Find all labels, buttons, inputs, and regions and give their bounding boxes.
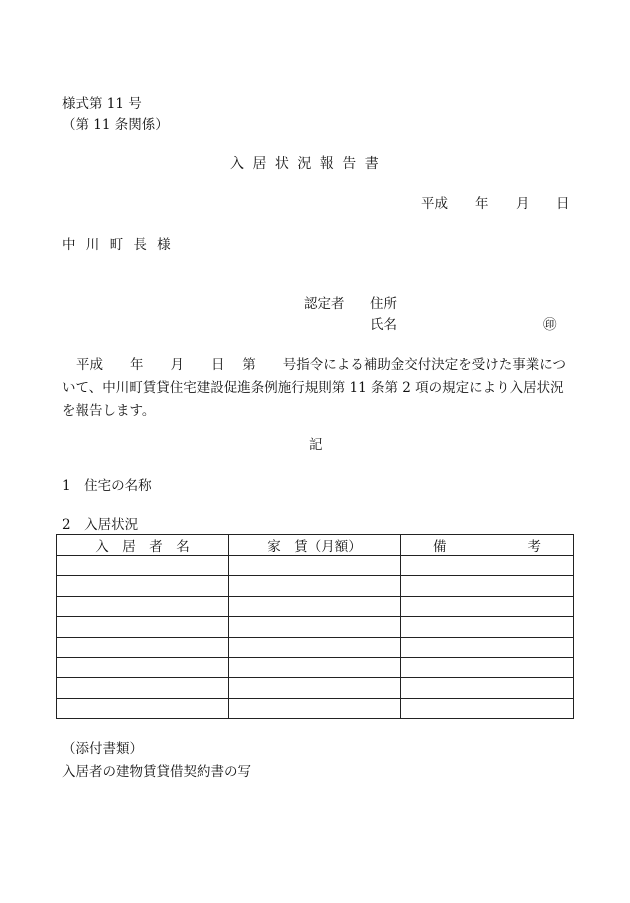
cell-rent xyxy=(229,637,401,657)
table-row xyxy=(57,596,574,616)
cell-remarks xyxy=(401,556,574,576)
name-label: 氏名 xyxy=(370,317,397,333)
table-header-row xyxy=(57,535,574,556)
cell-tenant-name xyxy=(57,698,229,718)
address-label: 住所 xyxy=(370,296,397,312)
cell-rent xyxy=(229,576,401,596)
cell-tenant-name xyxy=(57,657,229,677)
item-occupancy-status: 2 入居状況 xyxy=(62,517,139,533)
form-relation: （第 11 条関係） xyxy=(62,117,169,133)
page-title: 入 居 状 況 報 告 書 xyxy=(230,156,381,172)
applicant-role-label: 認定者 xyxy=(304,296,345,312)
cell-rent xyxy=(229,678,401,698)
cell-remarks xyxy=(401,678,574,698)
cell-rent xyxy=(229,698,401,718)
cell-tenant-name xyxy=(57,678,229,698)
table-row xyxy=(57,678,574,698)
attachment-text: 入居者の建物賃貸借契約書の写 xyxy=(62,764,251,780)
body-text: 平成 年 月 日 第 号指令による補助金交付決定を受けた事業について、中川町賃貸住宅建設促進条例施行規則第 11 条第 2 項の規定により入居状況を報告します。 xyxy=(62,357,567,419)
item-housing-name: 1 住宅の名称 xyxy=(62,478,152,494)
cell-tenant-name xyxy=(57,576,229,596)
date-day-unit: 日 xyxy=(556,196,570,212)
body-paragraph xyxy=(62,354,574,423)
cell-tenant-name xyxy=(57,617,229,637)
table-row xyxy=(57,698,574,718)
cell-tenant-name xyxy=(57,596,229,616)
cell-remarks xyxy=(401,698,574,718)
cell-rent xyxy=(229,617,401,637)
cell-remarks xyxy=(401,657,574,677)
table-row xyxy=(57,576,574,596)
table-row xyxy=(57,556,574,576)
occupancy-table xyxy=(56,534,574,719)
table-row xyxy=(57,637,574,657)
table-row xyxy=(57,657,574,677)
header-remarks: 備 考 xyxy=(401,535,574,556)
attachment-heading: （添付書類） xyxy=(62,741,143,757)
date-month-unit: 月 xyxy=(516,196,530,212)
table-row xyxy=(57,617,574,637)
seal-mark: ㊞ xyxy=(543,317,557,333)
cell-remarks xyxy=(401,596,574,616)
cell-tenant-name xyxy=(57,556,229,576)
addressee: 中 川 町 長 様 xyxy=(62,237,174,253)
cell-rent xyxy=(229,556,401,576)
cell-remarks xyxy=(401,617,574,637)
cell-tenant-name xyxy=(57,637,229,657)
cell-remarks xyxy=(401,576,574,596)
date-year-unit: 年 xyxy=(475,196,489,212)
cell-remarks xyxy=(401,637,574,657)
header-rent-monthly: 家 賃（月額） xyxy=(229,535,401,556)
cell-rent xyxy=(229,657,401,677)
date-era: 平成 xyxy=(421,196,448,212)
header-tenant-name: 入 居 者 名 xyxy=(57,535,229,556)
ki-heading: 記 xyxy=(309,437,323,453)
cell-rent xyxy=(229,596,401,616)
form-number: 様式第 11 号 xyxy=(62,96,142,112)
